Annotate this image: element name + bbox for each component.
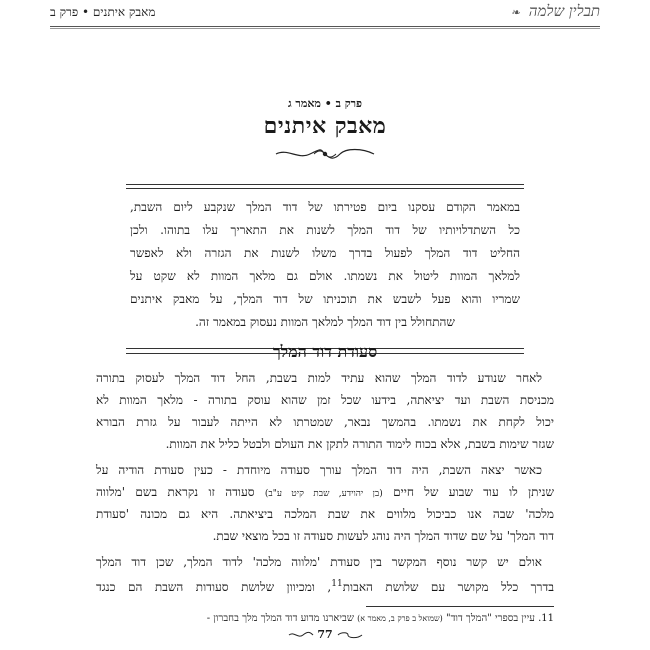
footnote-text: שביארנו מדוע דוד המלך מלך בחברון - [206, 613, 354, 624]
abstract-line: שהתחולל בין דוד המלך למלאך המוות נעסוק במאמר זה. [195, 315, 455, 329]
body-line: דוד המלך' על שם שדוד המלך היה נוהג לעשות סעודה זו בכל מוצאי שבת. [212, 529, 554, 543]
folio-ornament-icon [337, 631, 363, 639]
body-fragment: , ומכיוון שלושת סעודות השבת הם כנגד [96, 580, 332, 594]
source-reference: (בן יהוידע, שבת קיט ע"ב) [264, 489, 383, 499]
folio-ornament-icon [288, 631, 314, 639]
abstract-line: במאמר הקודם עסקנו ביום פטירתו של דוד המלך שנקבע ליום השבת, [130, 200, 520, 214]
running-title: מאבק איתנים • פרק ב [50, 5, 156, 19]
header-rule-thin [50, 28, 600, 29]
body-line: אולם יש קשר נוסף המקשר בין סעודת 'מלווה מלכה' לדוד המלך, שכן דוד המלך [96, 555, 542, 569]
series-title-text: תבלין שלמה [528, 2, 600, 20]
footnote-rule [366, 606, 554, 607]
abstract-line: כל השתדלויותיו של דוד המלך לשנות את התאריך עלו בתוהו. ולכן [130, 223, 520, 237]
chapter-title: מאבק איתנים [263, 113, 387, 139]
body-line: מכניסת השבת ועד יציאתה, בידעו שכל זמן שהוא עוסק בתורה - מלאך המוות לא [96, 393, 554, 407]
abstract-line: שמריו והוא פעל לשבש את תוכניתו של דוד המלך, על מאבק איתנים [130, 292, 520, 306]
abstract-line: החליט דוד המלך לפעול בדרך משלו לשנות את הגזרה ולא לאפשר [130, 246, 520, 260]
page-number-text: 77 [317, 628, 333, 641]
footnote-reference: (שמואל ב פרק ב, מאמר א) [357, 614, 443, 623]
body-line: מלכה' שבה אנו כביכול מלווים את שבת המלכה ביציאתה. היא גם מכונה 'סעודת [96, 507, 554, 521]
abstract-inner-rule-top [126, 188, 524, 189]
section-heading: סעודת דוד המלך [272, 342, 378, 361]
running-header [50, 2, 600, 28]
body-text [96, 367, 554, 595]
body-fragment: שניתן לו עוד שבוע של חיים [393, 485, 554, 499]
flourish-icon [274, 146, 376, 162]
chapter-abstract [126, 184, 524, 354]
page-number [0, 628, 650, 641]
body-line: לאחר שנודע לדוד המלך שהוא עתיד למות בשבת, החל דוד המלך לעסוק בתורה [96, 371, 542, 385]
footnote-text: עיין בספרי "המלך דוד" [445, 613, 535, 624]
series-title [511, 2, 600, 21]
abstract-line: למלאך המוות ליטול את נשמתו. אולם גם מלאך המוות לא שקט על [130, 269, 520, 283]
footnote-number: 11. [538, 613, 554, 624]
header-rule [50, 26, 600, 27]
chapter-kicker: פרק ב • מאמר ג [287, 97, 363, 110]
body-line [96, 481, 554, 503]
body-line [96, 573, 554, 595]
footnote [96, 613, 554, 624]
body-line: יכול לקחת את נשמתו. בהמשך נבאר, שמטרתו לא הייתה לעבור על גזרת הבורא [96, 415, 554, 429]
ornament-icon: ❧ [510, 6, 520, 19]
body-fragment: בדרך כלל מקושר עם שלושת האבות [342, 580, 554, 594]
body-fragment: סעודה זו נקראת בשם 'מלווה [96, 485, 255, 499]
footnote-marker[interactable]: 11 [331, 579, 343, 589]
body-line: שגזר שימות בשבת, אלא בכוח לימוד התורה לתקן את העולם ולבטל כליל את המוות. [165, 437, 554, 451]
body-line: כאשר יצאה השבת, היה דוד המלך עורך סעודה מיוחדת - כעין סעודת הודיה על [96, 463, 542, 477]
abstract-lines [130, 196, 520, 334]
